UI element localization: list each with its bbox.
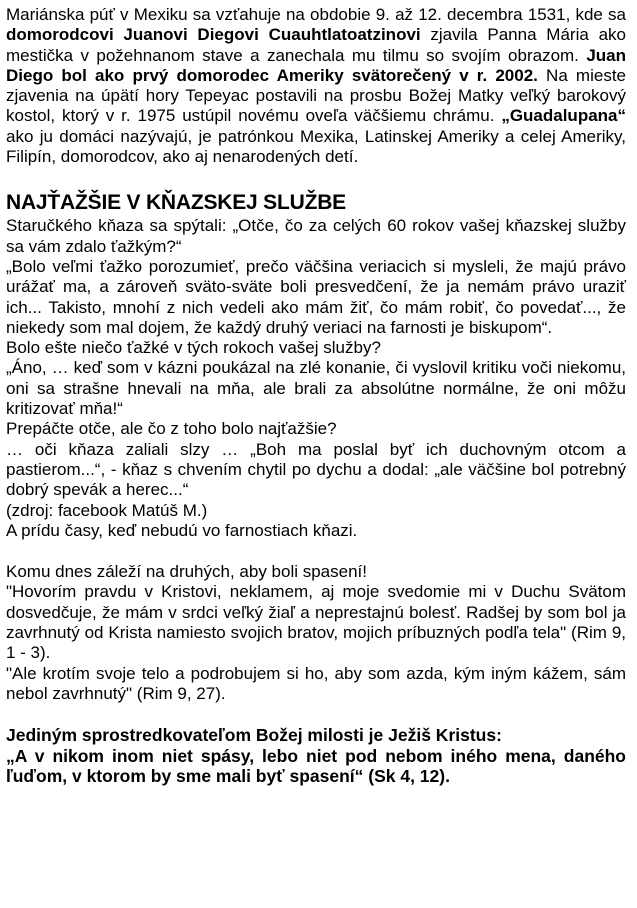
section-heading: NAJŤAŽŠIE V KŇAZSKEJ SLUŽBE — [6, 191, 346, 215]
section-question-2: Bolo ešte niečo ťažké v tých rokoch vašej služby? — [6, 338, 381, 358]
closing-statement: Jediným sprostredkovateľom Božej milosti je Ježiš Kristus: — [6, 725, 502, 746]
closing-block — [6, 725, 626, 787]
intro-text-4: ako ju domáci nazývajú, je patrónkou Mexika, Latinskej Ameriky a celej Ameriky, Filipín, domorodcov, ako aj nenarodených detí. — [6, 126, 626, 167]
scripture-quote-rim-9-1-3: "Hovorím pravdu v Kristovi, neklamem, aj moje svedomie mi v Duchu Svätom dosvedčuje, že mám v srdci veľký žiaľ a neprestajnú bolesť. Radšej by som bol ja zavrhnutý od Krista namiesto svojich bratov, mojich príbuzných podľa tela" (Rim 9, 1 - 3). — [6, 582, 626, 663]
section-answer-3: … oči kňaza zaliali slzy … „Boh ma poslal byť ich duchovným otcom a pastierom...“, - kňaz s chvením chytil po dychu a dodal: „ale väčšine bol potrebný dobrý spevák a herec...“ — [6, 439, 626, 500]
scripture-quote-sk-4-12: „A v nikom inom niet spásy, lebo niet pod nebom iného mena, daného ľuďom, v ktorom by sme mali byť spasení“ (Sk 4, 12). — [6, 745, 626, 787]
section-question-1: Staručkého kňaza sa spýtali: „Otče, čo za celých 60 rokov vašej kňazskej služby sa vám zdalo ťažkým?“ — [6, 216, 626, 256]
intro-bold-1: domorodcovi Juanovi Diegovi Cuauhtlatoatzinovi — [6, 25, 421, 45]
salvation-intro: Komu dnes záleží na druhých, aby boli spasení! — [6, 562, 367, 582]
section-question-3: Prepáčte otče, ale čo z toho bolo najťažšie? — [6, 419, 337, 439]
intro-text-1: Mariánska púť v Mexiku sa vzťahuje na obdobie 9. až 12. decembra 1531, kde sa — [6, 5, 626, 24]
intro-paragraph — [6, 5, 626, 167]
section-conclusion: A prídu časy, keď nebudú vo farnostiach kňazi. — [6, 520, 358, 540]
intro-text-3: Na mieste zjavenia na úpätí hory Tepeyac postavili na prosbu Božej Matky veľký barokový kostol, ktorý v r. 1975 ustúpil novému oveľa väčšiemu chrámu. — [6, 65, 627, 126]
section-answer-2: „Áno, … keď som v kázni poukázal na zlé konanie, či vyslovil kritiku voči niekomu, oni sa strašne hnevali na mňa, ale brali za absolútne normálne, že oni môžu kritizovať mňa!“ — [6, 358, 626, 419]
spacer — [6, 704, 626, 725]
intro-bold-3: „Guadalupana“ — [501, 106, 626, 126]
section-answer-1: „Bolo veľmi ťažko porozumieť, prečo väčšina veriacich si mysleli, že majú právo urážať ma, a zároveň sväto-sväte boli presvedčení, že ja nemám právo uraziť ich... Takisto, mnohí z nich vedeli ako mám žiť, čo mám robiť, čo povedať..., že niekedy som mal dojem, že každý druhý veriaci na farnosti je biskupom“. — [6, 256, 626, 337]
intro-bold-2: Juan Diego bol ako prvý domorodec Ameriky svätorečený v r. 2002. — [6, 45, 626, 85]
source-note: (zdroj: facebook Matúš M.) — [6, 500, 208, 520]
document-page — [6, 5, 626, 787]
intro-text-2: zjavila Panna Mária ako mestička v požehnanom stave a zanechala mu tilmu so svojím obrazom. — [6, 25, 626, 65]
spacer — [6, 541, 626, 562]
scripture-quote-rim-9-27: "Ale krotím svoje telo a podrobujem si ho, aby som azda, kým iným kážem, sám nebol zavrhnutý" (Rim 9, 27). — [6, 663, 626, 703]
